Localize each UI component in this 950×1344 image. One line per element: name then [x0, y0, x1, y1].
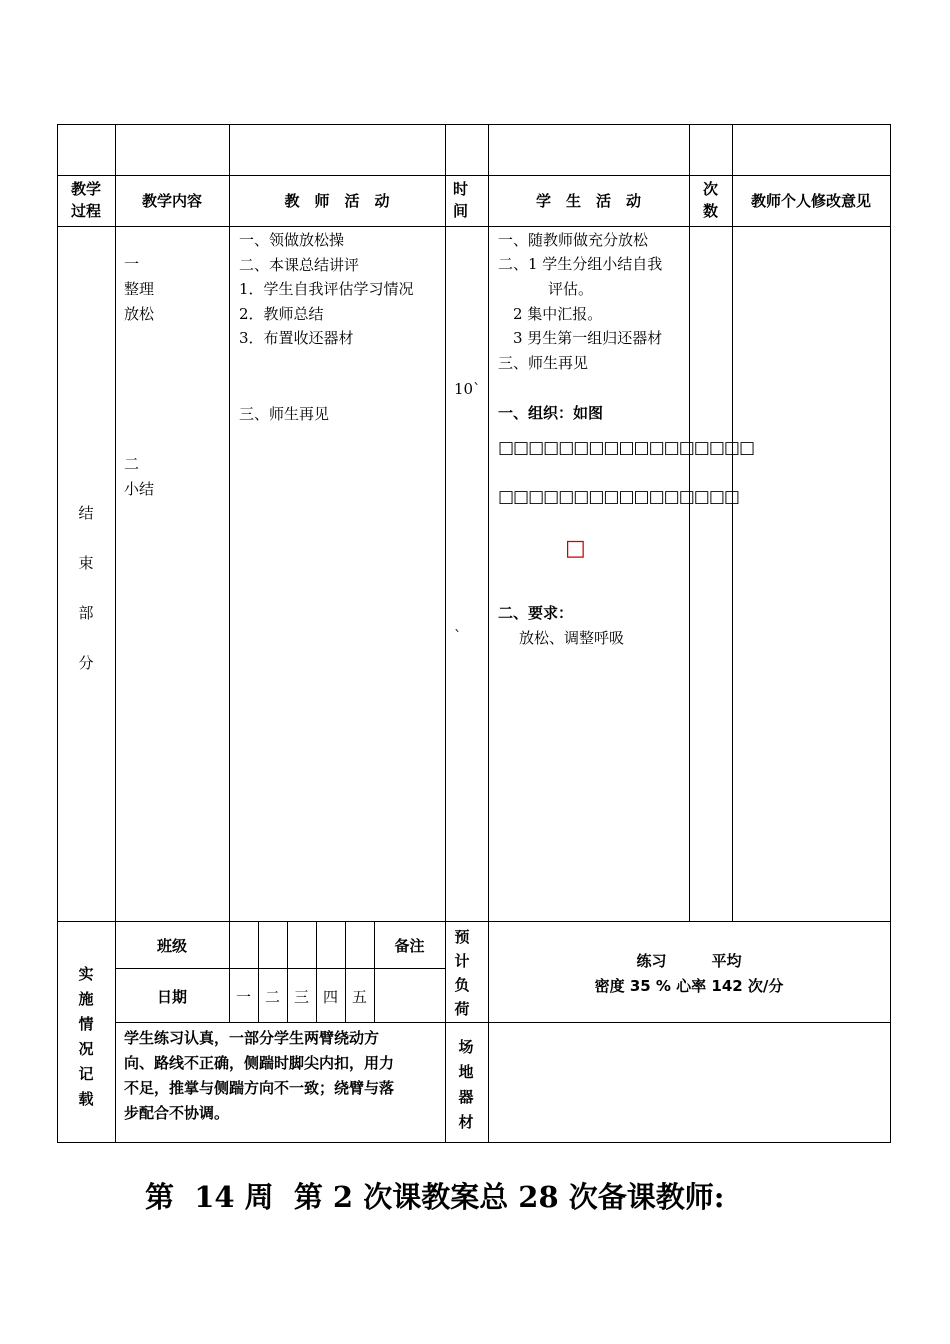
remark-label: 备注 — [394, 937, 425, 955]
day-cell-1: 一 — [235, 988, 251, 1006]
header-process-line1: 教学 — [70, 180, 101, 198]
record-label-char: 实 — [78, 965, 94, 983]
venue-label-char: 材 — [458, 1113, 474, 1131]
header-count — [689, 178, 732, 222]
record-label-char: 载 — [78, 1090, 94, 1108]
teacher-activity-line: 2．教师总结 — [239, 305, 324, 323]
time-value: 10` — [454, 380, 481, 398]
header-count-line2: 数 — [702, 202, 718, 220]
content-item-1-line1: 整理 — [124, 280, 155, 298]
day-cell-5: 五 — [351, 988, 367, 1006]
content-item-2-line1: 小结 — [124, 480, 155, 498]
organization-label: 一、组织：如图 — [498, 404, 604, 422]
record-label-char: 情 — [78, 1015, 94, 1033]
load-text-line2: 密度 35 % 心率 142 次/分 — [594, 977, 784, 995]
header-time-line2: 间 — [453, 202, 469, 220]
teacher-activity-line: 1．学生自我评估学习情况 — [239, 280, 414, 298]
record-label-char: 记 — [78, 1065, 94, 1083]
date-label: 日期 — [156, 988, 187, 1006]
summary-line: 学生练习认真，一部分学生两臂绕动方 — [124, 1029, 380, 1047]
content-item-1-line2: 放松 — [124, 305, 155, 323]
section-name — [76, 488, 96, 688]
day-cell-2: 二 — [264, 988, 280, 1006]
section-name-char: 束 — [78, 554, 94, 572]
venue-label — [456, 1035, 476, 1135]
summary-line: 步配合不协调。 — [124, 1104, 230, 1122]
day-cell-4: 四 — [322, 988, 338, 1006]
header-content: 教学内容 — [141, 192, 202, 210]
load-label-char: 负 — [454, 976, 470, 994]
header-teacher-activity: 教 师 活 动 — [284, 192, 390, 210]
next-lesson-heading: 第 14 周 第 2 次课教案总 28 次备课教师: — [145, 1180, 725, 1214]
formation-row-1: □□□□□□□□□□□□□□□□□ — [498, 438, 755, 458]
student-activity-line: 二、1 学生分组小结自我 — [498, 255, 663, 273]
load-text-line1: 练习 平均 — [636, 952, 742, 970]
student-activity-line: 三、师生再见 — [498, 354, 589, 372]
class-label: 班级 — [156, 937, 187, 955]
student-activity-line: 一、随教师做充分放松 — [498, 231, 649, 249]
header-student-activity: 学 生 活 动 — [535, 192, 641, 210]
venue-label-char: 地 — [458, 1063, 474, 1081]
formation-row-2: □□□□□□□□□□□□□□□□ — [498, 487, 739, 507]
requirement-text: 放松、调整呼吸 — [519, 629, 625, 647]
load-label-char: 预 — [454, 928, 470, 946]
content-item-2-number: 二 — [124, 455, 140, 473]
student-activity-line: 3 男生第一组归还器材 — [513, 329, 663, 347]
content-item-1-number: 一 — [124, 255, 140, 273]
time-mark: ` — [454, 627, 462, 645]
load-label-char: 荷 — [454, 1000, 470, 1018]
teacher-activity-line: 3．布置收还器材 — [239, 329, 354, 347]
summary-line: 不足，推掌与侧踹方向不一致；绕臂与落 — [124, 1079, 395, 1097]
section-name-char: 分 — [78, 654, 94, 672]
header-process-line2: 过程 — [70, 202, 101, 220]
teacher-activity-line: 二、本课总结讲评 — [239, 256, 360, 274]
section-name-char: 结 — [78, 504, 94, 522]
header-time-line1: 时 — [453, 180, 469, 198]
requirement-label: 二、要求： — [498, 604, 574, 622]
record-label-char: 况 — [78, 1040, 94, 1058]
teacher-activity-farewell: 三、师生再见 — [239, 405, 330, 423]
teacher-position-marker: □ — [565, 536, 586, 561]
record-label-char: 施 — [78, 990, 94, 1008]
header-teacher-notes: 教师个人修改意见 — [750, 192, 871, 210]
venue-label-char: 场 — [458, 1038, 474, 1056]
load-label — [452, 925, 472, 1021]
day-cell-3: 三 — [293, 988, 309, 1006]
student-activity-line: 评估。 — [548, 280, 594, 298]
load-label-char: 计 — [454, 952, 470, 970]
venue-label-char: 器 — [458, 1088, 474, 1106]
section-name-char: 部 — [78, 604, 94, 622]
record-label — [76, 962, 96, 1112]
summary-line: 向、路线不正确，侧踹时脚尖内扣，用力 — [124, 1054, 395, 1072]
header-process — [57, 178, 115, 222]
teacher-activity-line: 一、领做放松操 — [239, 231, 345, 249]
student-activity-line: 2 集中汇报。 — [513, 305, 603, 323]
header-count-line1: 次 — [702, 180, 718, 198]
summary-text — [124, 1026, 440, 1126]
